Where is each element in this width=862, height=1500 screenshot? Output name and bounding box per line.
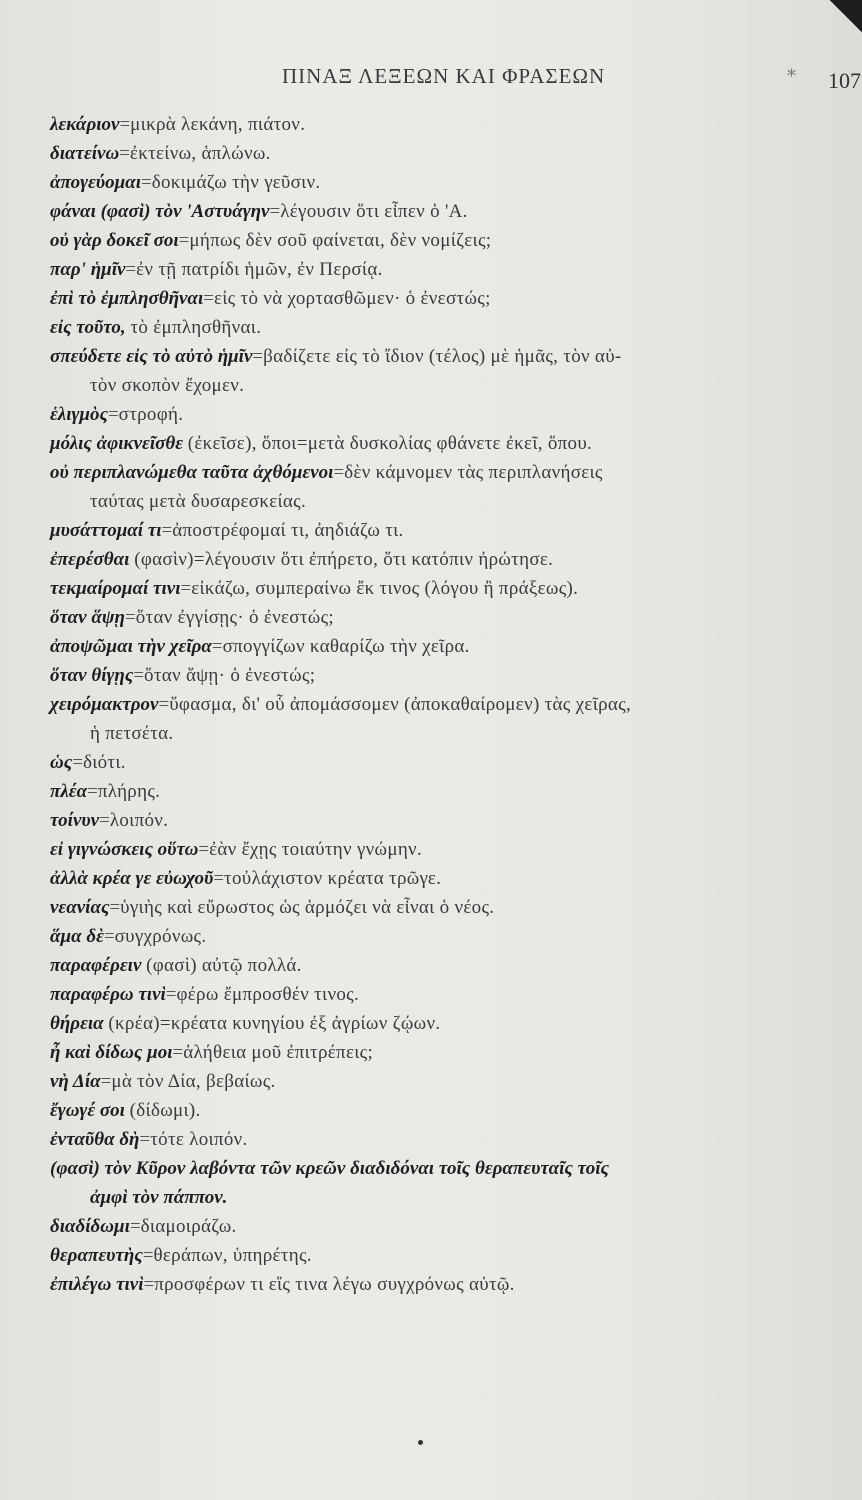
glossary-entry: [0, 1038, 862, 1067]
entry-term: ἐνταῦθα δὴ: [50, 1129, 140, 1150]
entry-definition: ἐν τῇ πατρίδι ἡμῶν, ἐν Περσίᾳ.: [136, 259, 383, 280]
entry-term: νὴ Δία: [50, 1071, 101, 1092]
page-number: 107: [828, 68, 861, 93]
entry-term: εἰς τοῦτο,: [50, 317, 126, 338]
glossary-entry: [0, 1096, 862, 1125]
entry-equals: =: [125, 259, 137, 280]
entry-equals: =: [129, 1216, 141, 1237]
entry-equals: =: [72, 752, 83, 773]
entry-term: ὡς: [50, 752, 73, 773]
entry-equals: =: [198, 839, 210, 860]
entry-definition: ὅταν ἐγγίσῃς· ὁ ἐνεστώς;: [135, 607, 334, 628]
entry-equals: =: [119, 114, 131, 135]
entry-term: ἀπογεύομαι: [50, 172, 141, 193]
running-header: [0, 60, 862, 100]
entry-definition: (ἐκεῖσε), ὅποι=μετὰ δυσκολίας φθάνετε ἐκεῖ, ὅπου.: [187, 433, 593, 454]
entry-equals: =: [103, 926, 115, 947]
entry-continuation: τὸν σκοπὸν ἔχομεν.: [90, 375, 245, 396]
entry-term: ἀποψῶμαι τὴν χεῖρα: [50, 636, 212, 657]
entry-term: ἔγωγέ σοι: [50, 1100, 125, 1121]
entry-definition: δοκιμάζω τὴν γεῦσιν.: [151, 172, 321, 193]
glossary-entry: [0, 748, 862, 777]
entry-equals: =: [158, 694, 170, 715]
entry-equals: =: [203, 288, 214, 309]
entry-definition: τὸ ἐμπλησθῆναι.: [130, 317, 262, 338]
entry-definition: λοιπόν.: [109, 810, 169, 831]
glossary-entry: [0, 922, 862, 951]
entry-equals: =: [142, 1245, 154, 1266]
entry-term: (φασὶ) τὸν Κῦρον λαβόντα τῶν κρεῶν διαδιδόναι τοῖς θεραπευταῖς τοῖς: [50, 1158, 609, 1179]
entry-definition: μὰ τὸν Δία, βεβαίως.: [111, 1071, 276, 1092]
entry-equals: =: [125, 607, 136, 628]
entry-term: θήρεια: [50, 1013, 104, 1034]
entry-definition: ἐκτείνω, ἁπλώνω.: [129, 143, 271, 164]
entry-term: νεανίας: [50, 897, 110, 918]
entry-equals: =: [87, 781, 98, 802]
entry-term: σπεύδετε εἰς τὸ αὐτὸ ἡμῖν: [50, 346, 253, 367]
glossary-entry: [0, 603, 862, 632]
entry-term: πλέα: [50, 781, 88, 802]
entry-equals: =: [100, 1071, 112, 1092]
entry-equals: =: [213, 868, 225, 889]
entry-definition: σπογγίζων καθαρίζω τὴν χεῖρα.: [222, 636, 470, 657]
glossary-entry: [0, 284, 862, 313]
entry-equals: =: [107, 404, 119, 425]
header-mark: *: [787, 66, 796, 87]
entry-term: παρ' ἡμῖν: [50, 259, 126, 280]
entry-term: τεκμαίρομαί τινι: [50, 578, 181, 599]
entry-continuation: ἡ πετσέτα.: [90, 723, 174, 744]
entry-term: φάναι (φασὶ) τὸν 'Αστυάγην: [50, 201, 270, 222]
entry-term: ἀλλὰ κρέα γε εὐωχοῦ: [50, 868, 214, 889]
entry-term: μόλις ἀφικνεῖσθε: [50, 433, 184, 454]
entry-equals: =: [140, 172, 152, 193]
entry-equals: =: [172, 1042, 184, 1063]
entry-definition: εἰς τὸ νὰ χορτασθῶμεν· ὁ ἐνεστώς;: [213, 288, 491, 309]
glossary-entry: [0, 980, 862, 1009]
entry-equals: =: [143, 1274, 155, 1295]
glossary-entry: [0, 835, 862, 864]
entry-term: θεραπευτὴς: [50, 1245, 143, 1266]
entry-term: ἐπιλέγω τινὶ: [50, 1274, 144, 1295]
entry-definition: ἀλήθεια μοῦ ἐπιτρέπεις;: [183, 1042, 374, 1063]
glossary-entry: [0, 400, 862, 429]
entry-definition: διαμοιράζω.: [140, 1216, 237, 1237]
glossary-entry: [0, 139, 862, 168]
entry-equals: =: [269, 201, 281, 222]
entry-definition: ὅταν ἅψῃ· ὁ ἐνεστώς;: [144, 665, 316, 686]
glossary-entry: [0, 632, 862, 661]
entry-term: διατείνω: [50, 143, 120, 164]
glossary-entry: [0, 1125, 862, 1154]
glossary-entry: [0, 342, 862, 400]
entry-term: μυσάττομαί τι: [50, 520, 162, 541]
glossary-entry: [0, 893, 862, 922]
entry-term: οὐ γὰρ δοκεῖ σοι: [50, 230, 179, 251]
entry-equals: =: [333, 462, 345, 483]
entry-equals: =: [99, 810, 110, 831]
glossary-entry: [0, 1067, 862, 1096]
entry-definition: θεράπων, ὑπηρέτης.: [153, 1245, 312, 1266]
entry-definition: (φασὶ) αὐτῷ πολλά.: [146, 955, 302, 976]
glossary-entry: [0, 1212, 862, 1241]
glossary-entry: [0, 313, 862, 342]
entry-definition: (κρέα)=κρέατα κυνηγίου ἐξ ἀγρίων ζῴων.: [108, 1013, 441, 1034]
glossary-entry: [0, 806, 862, 835]
entry-equals: =: [133, 665, 145, 686]
entry-equals: =: [119, 143, 130, 164]
entry-equals: =: [161, 520, 173, 541]
entry-term: ἦ καὶ δίδως μοι: [50, 1042, 173, 1063]
entry-term: οὐ περιπλανώμεθα ταῦτα ἀχθόμενοι: [50, 462, 334, 483]
entry-definition: (φασὶν)=λέγουσιν ὅτι ἐπήρετο, ὅτι κατόπιν ἠρώτησε.: [134, 549, 554, 570]
glossary-entry: [0, 1009, 862, 1038]
glossary-entry: [0, 951, 862, 980]
entry-term: ὅταν θίγῃς: [50, 665, 134, 686]
header-title: ΠΙΝΑΞ ΛΕΞΕΩΝ ΚΑΙ ΦΡΑΣΕΩΝ: [282, 64, 606, 88]
glossary-entry: [0, 1241, 862, 1270]
entry-term-continuation: ἀμφὶ τὸν πάππον.: [90, 1187, 228, 1208]
entry-definition: ὕφασμα, δι' οὗ ἀπομάσσομεν (ἀποκαθαίρομεν) τὰς χεῖρας,: [169, 694, 632, 715]
entry-equals: =: [211, 636, 223, 657]
entry-definition: ἀποστρέφομαί τι, ἀηδιάζω τι.: [172, 520, 404, 541]
entry-term: χειρόμακτρον: [50, 694, 159, 715]
entry-term: εἰ γιγνώσκεις οὕτω: [50, 839, 199, 860]
entry-definition: ἐὰν ἔχῃς τοιαύτην γνώμην.: [209, 839, 422, 860]
glossary-entry: [0, 574, 862, 603]
entry-equals: =: [178, 230, 190, 251]
entry-definition: τοὐλάχιστον κρέατα τρῶγε.: [224, 868, 442, 889]
entry-definition: δὲν κάμνομεν τὰς περιπλανήσεις: [344, 462, 603, 483]
glossary-entry: [0, 1270, 862, 1299]
glossary-entry: [0, 1154, 862, 1212]
entry-definition: μικρὰ λεκάνη, πιάτον.: [130, 114, 306, 135]
entry-equals: =: [139, 1129, 151, 1150]
entry-definition: βαδίζετε εἰς τὸ ἴδιον (τέλος) μὲ ἡμᾶς, τὸν αὐ-: [263, 346, 622, 367]
entry-definition: διότι.: [82, 752, 126, 773]
glossary-entry: [0, 168, 862, 197]
glossary-entry: [0, 690, 862, 748]
entry-term: λεκάριον: [50, 114, 120, 135]
glossary-entry: [0, 255, 862, 284]
glossary-entry: [0, 226, 862, 255]
entry-term: ἐπὶ τὸ ἐμπλησθῆναι: [50, 288, 204, 309]
entry-definition: συγχρόνως.: [114, 926, 207, 947]
glossary-entry: [0, 458, 862, 516]
entry-term: ὅταν ἅψῃ: [50, 607, 125, 628]
entry-definition: πλήρης.: [97, 781, 161, 802]
entry-term: παραφέρειν: [50, 955, 142, 976]
glossary-entry: [0, 864, 862, 893]
entry-equals: =: [109, 897, 121, 918]
glossary-entry: [0, 777, 862, 806]
entry-term: ἐπερέσθαι: [50, 549, 130, 570]
entry-term: παραφέρω τινὶ: [50, 984, 166, 1005]
entry-definition: τότε λοιπόν.: [150, 1129, 248, 1150]
glossary-entry: [0, 661, 862, 690]
entry-equals: =: [165, 984, 177, 1005]
entry-continuation: ταύτας μετὰ δυσαρεσκείας.: [90, 491, 307, 512]
entry-equals: =: [252, 346, 264, 367]
glossary-entry: [0, 110, 862, 139]
entry-definition: (δίδωμι).: [129, 1100, 201, 1121]
page-corner-shadow: [822, 0, 862, 40]
glossary-entry: [0, 429, 862, 458]
page-dot: [418, 1440, 423, 1445]
glossary-entry: [0, 197, 862, 226]
entry-definition: μήπως δὲν σοῦ φαίνεται, δὲν νομίζεις;: [189, 230, 492, 251]
entry-definition: ὑγιὴς καὶ εὔρωστος ὡς ἁρμόζει νὰ εἶναι ὁ νέος.: [120, 897, 495, 918]
entry-term: ἅμα δὲ: [50, 926, 104, 947]
entry-definition: φέρω ἔμπροσθέν τινος.: [176, 984, 360, 1005]
entry-term: τοίνυν: [50, 810, 100, 831]
entry-definition: προσφέρων τι εἴς τινα λέγω συγχρόνως αὐτῷ.: [154, 1274, 515, 1295]
glossary-entry: [0, 516, 862, 545]
entry-term: διαδίδωμι: [50, 1216, 130, 1237]
entry-definition: εἰκάζω, συμπεραίνω ἔκ τινος (λόγου ἢ πράξεως).: [191, 578, 579, 599]
entry-definition: λέγουσιν ὅτι εἶπεν ὁ 'Α.: [280, 201, 468, 222]
entry-definition: στροφή.: [118, 404, 184, 425]
glossary-entries: [0, 110, 862, 1299]
entry-equals: =: [180, 578, 192, 599]
glossary-entry: [0, 545, 862, 574]
entry-term: ἑλιγμὸς: [50, 404, 108, 425]
